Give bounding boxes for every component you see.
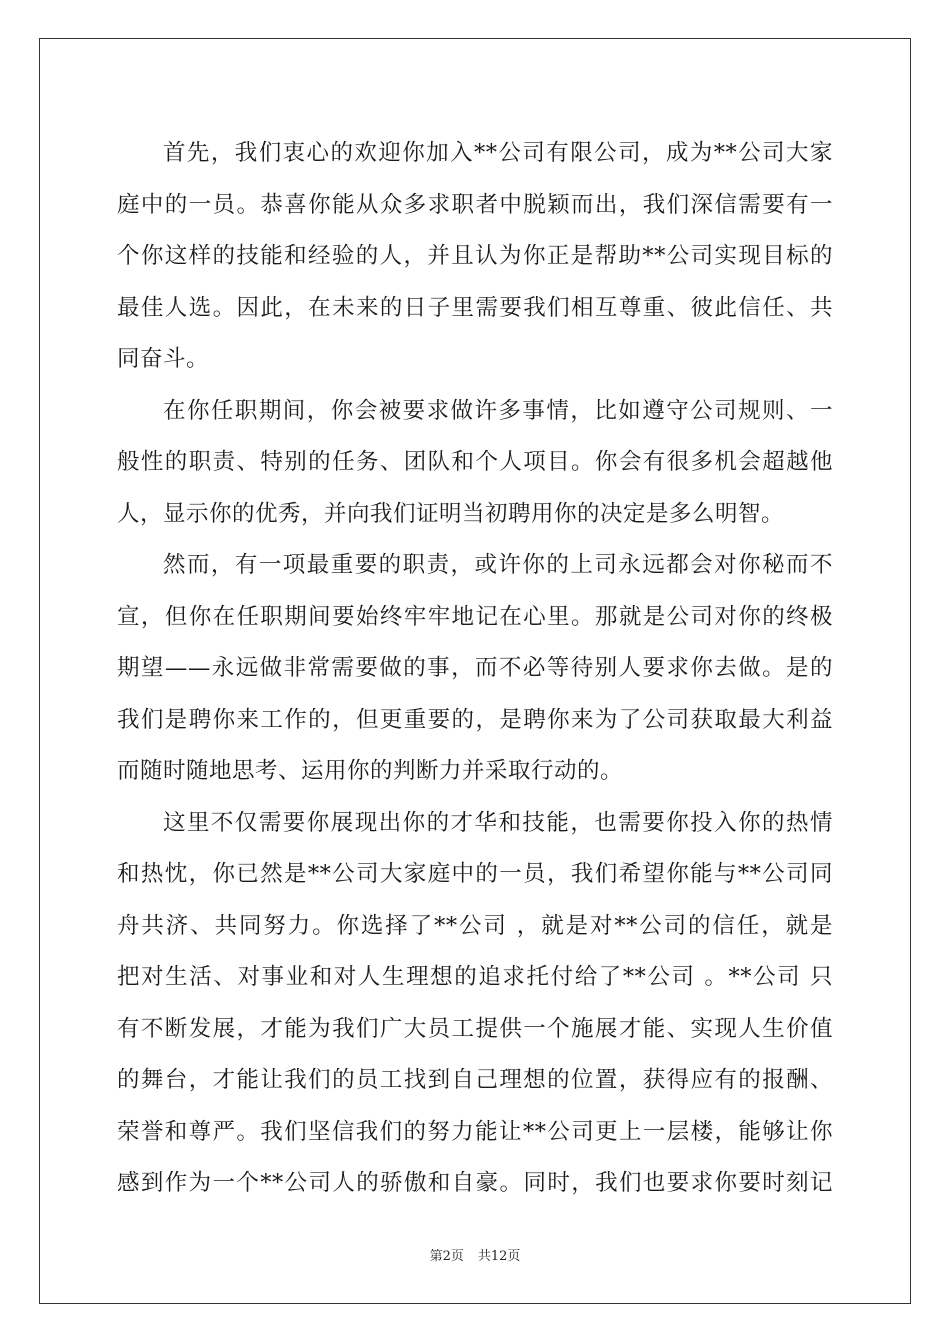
paragraph-4-line-3: 舟共济、共同努力。你选择了**公司 ，就是对**公司的信任，就是 (117, 912, 833, 939)
paragraph-1-line-5: 同奋斗。 (117, 346, 210, 372)
paragraph-2-line-3: 人，显示你的优秀，并向我们证明当初聘用你的决定是多么明智。 (117, 500, 785, 527)
page-number: 第2页 (429, 1249, 464, 1264)
paragraph-2-line-1: 在你任职期间，你会被要求做许多事情，比如遵守公司规则、一 (163, 397, 833, 424)
paragraph-4-line-7: 荣誉和尊严。我们坚信我们的努力能让**公司更上一层楼，能够让你 (117, 1118, 833, 1145)
paragraph-4-line-1: 这里不仅需要你展现出你的才华和技能，也需要你投入你的热情 (163, 809, 833, 836)
paragraph-1-line-4: 最佳人选。因此，在未来的日子里需要我们相互尊重、彼此信任、共 (117, 294, 833, 321)
paragraph-4-line-6: 的舞台，才能让我们的员工找到自己理想的位置，获得应有的报酬、 (117, 1067, 833, 1093)
document-body (117, 128, 833, 1210)
total-pages: 共12页 (477, 1249, 521, 1264)
paragraph-3-line-1: 然而，有一项最重要的职责，或许你的上司永远都会对你秘而不 (163, 552, 833, 578)
paragraph-1-line-1: 首先，我们衷心的欢迎你加入**公司有限公司，成为**公司大家 (163, 140, 833, 166)
paragraph-3-line-3: 期望——永远做非常需要做的事，而不必等待别人要求你去做。是的 (117, 655, 833, 681)
paragraph-1-line-2: 庭中的一员。恭喜你能从众多求职者中脱颖而出，我们深信需要有一 (117, 191, 833, 218)
paragraph-3-line-5: 而随时随地思考、运用你的判断力并采取行动的。 (117, 758, 624, 784)
paragraph-4-line-8: 感到作为一个**公司人的骄傲和自豪。同时，我们也要求你要时刻记 (117, 1170, 833, 1196)
paragraph-3-line-4: 我们是聘你来工作的，但更重要的，是聘你来为了公司获取最大利益 (117, 706, 833, 733)
paragraph-4-line-2: 和热忱，你已然是**公司大家庭中的一员，我们希望你能与**公司同 (117, 861, 833, 887)
paragraph-3-line-2: 宣，但你在任职期间要始终牢牢地记在心里。那就是公司对你的终极 (117, 603, 833, 630)
page-footer (0, 1245, 950, 1264)
paragraph-4-line-5: 有不断发展，才能为我们广大员工提供一个施展才能、实现人生价值 (117, 1015, 833, 1042)
paragraph-4-line-4: 把对生活、对事业和对人生理想的追求托付给了**公司 。**公司 只 (117, 964, 833, 990)
paragraph-2-line-2: 般性的职责、特别的任务、团队和个人项目。你会有很多机会超越他 (117, 449, 833, 475)
paragraph-1-line-3: 个你这样的技能和经验的人，并且认为你正是帮助**公司实现目标的 (117, 243, 833, 269)
